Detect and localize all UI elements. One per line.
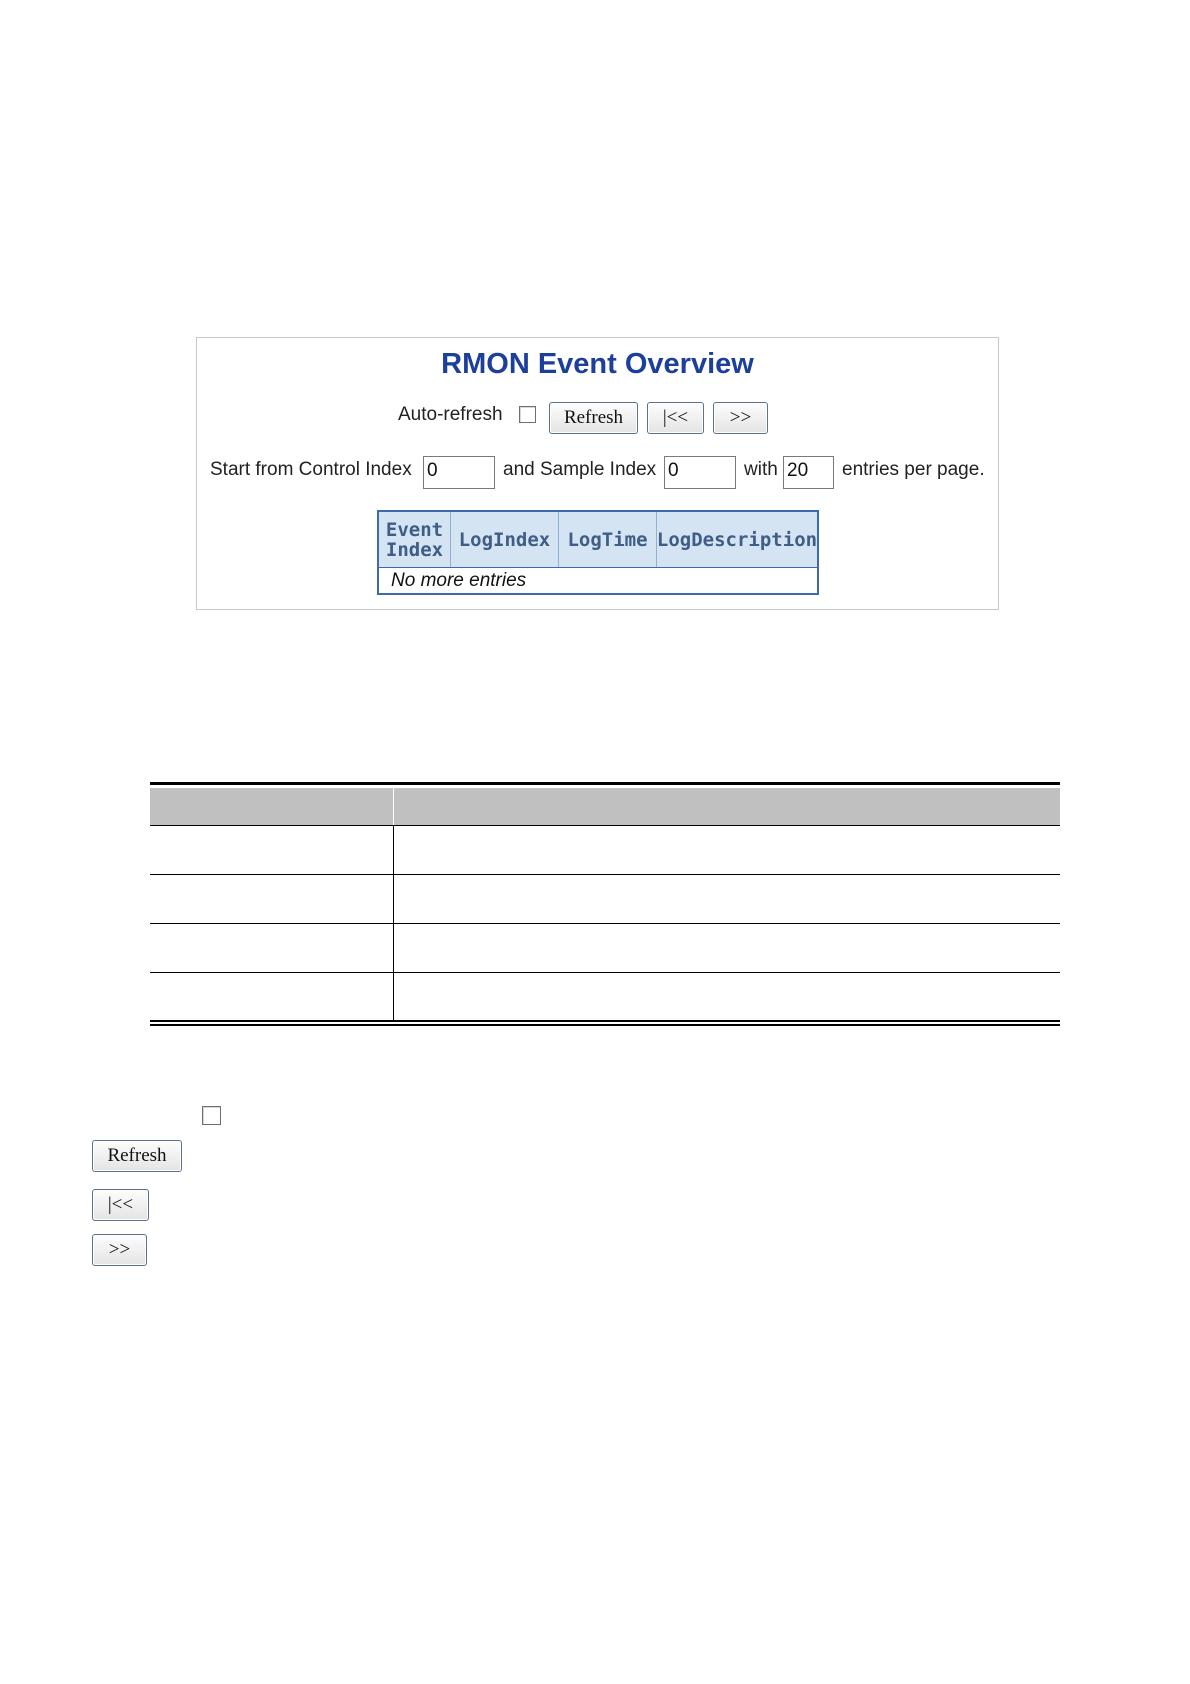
control-index-input[interactable]: 0 <box>423 456 495 489</box>
page-title: RMON Event Overview <box>441 348 754 380</box>
legend-next-page-button[interactable]: >> <box>92 1234 147 1266</box>
sample-index-label: and Sample Index <box>503 459 657 480</box>
header-divider <box>393 788 394 825</box>
sample-index-input[interactable]: 0 <box>664 456 736 489</box>
next-page-button[interactable]: >> <box>713 402 768 434</box>
rmon-event-overview-panel <box>196 337 999 610</box>
row-divider <box>150 972 1060 973</box>
start-from-label: Start from Control Index <box>210 459 412 480</box>
table-header-row <box>150 788 1060 825</box>
auto-refresh-label: Auto-refresh <box>398 404 503 425</box>
legend-auto-refresh-checkbox[interactable] <box>202 1106 221 1125</box>
column-header-event-index: Event Index <box>379 512 451 567</box>
toolbar <box>197 400 998 436</box>
row-divider <box>150 874 1060 875</box>
auto-refresh-checkbox[interactable] <box>519 406 536 423</box>
with-label: with <box>744 459 778 480</box>
row-divider <box>150 825 1060 826</box>
legend-first-page-button[interactable]: |<< <box>92 1189 149 1221</box>
entries-per-page-input[interactable]: 20 <box>783 456 834 489</box>
empty-table-message: No more entries <box>391 570 527 591</box>
column-header-logtime: LogTime <box>559 512 657 567</box>
column-header-logindex: LogIndex <box>451 512 559 567</box>
entries-per-page-label: entries per page. <box>842 459 985 480</box>
table-bottom-border <box>150 1024 1060 1026</box>
column-divider <box>393 825 394 1021</box>
legend-refresh-button[interactable]: Refresh <box>92 1140 182 1172</box>
table-bottom-border <box>150 1020 1060 1022</box>
row-divider <box>150 923 1060 924</box>
first-page-button[interactable]: |<< <box>647 402 704 434</box>
refresh-button[interactable]: Refresh <box>549 402 638 434</box>
column-header-logdescription: LogDescription <box>656 528 818 551</box>
table-top-border <box>150 782 1060 785</box>
event-table <box>377 510 819 595</box>
